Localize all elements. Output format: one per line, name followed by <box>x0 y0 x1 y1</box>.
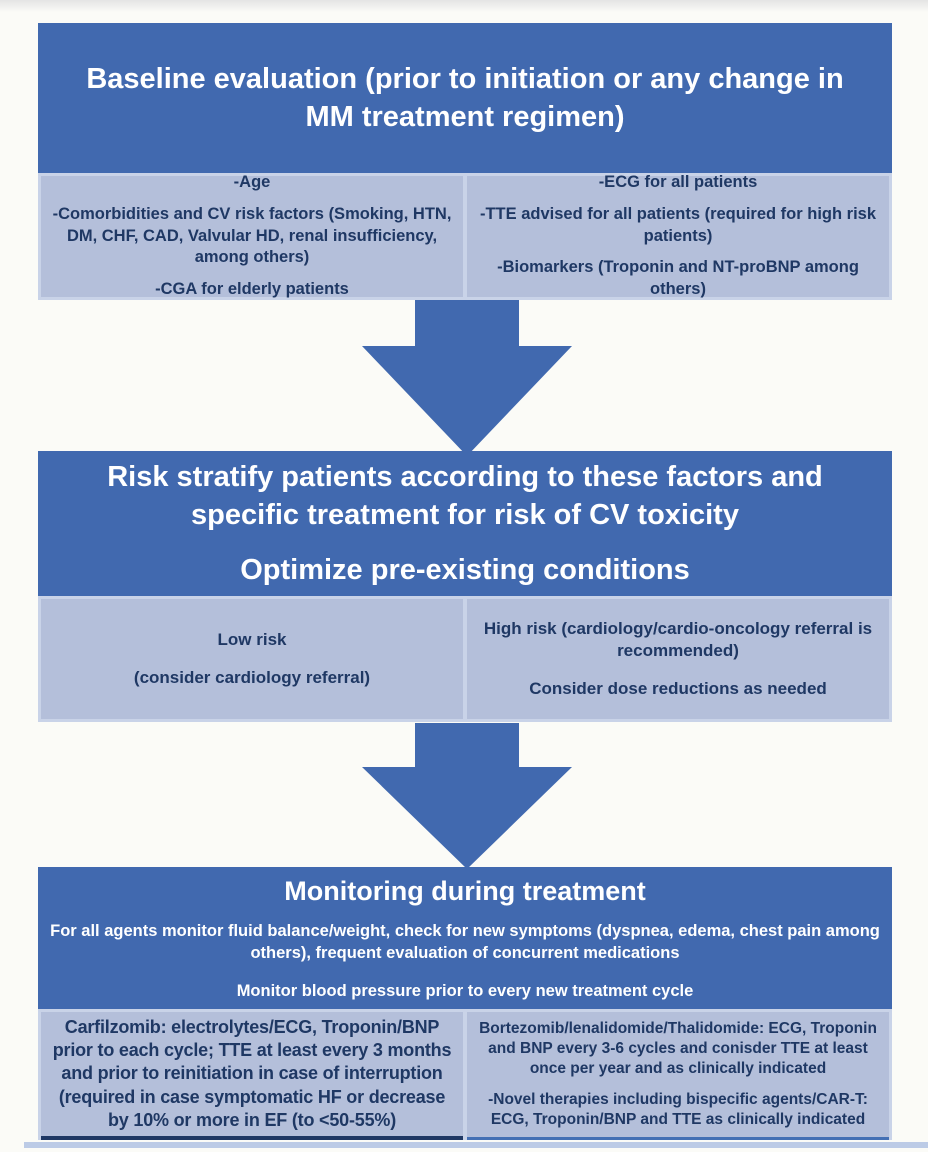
text-item: -Novel therapies including bispecific agents/CAR-T: ECG, Troponin/BNP and TTE as clinically indicated <box>488 1090 868 1128</box>
baseline-left-column <box>41 173 463 299</box>
text-item: -TTE advised for all patients (required for high risk patients) <box>479 204 877 245</box>
down-arrow-icon <box>362 723 572 869</box>
page-top-shadow <box>0 0 928 12</box>
baseline-right-column <box>467 173 889 299</box>
risk-title-line2: Optimize pre-existing conditions <box>240 553 690 586</box>
bottom-strip <box>24 1142 928 1148</box>
risk-left-column <box>41 599 463 719</box>
risk-right-column <box>467 599 889 719</box>
monitoring-subtext-2: Monitor blood pressure prior to every new treatment cycle <box>236 981 694 1000</box>
risk-header <box>38 451 892 596</box>
baseline-columns <box>38 173 892 300</box>
monitoring-right-column <box>467 1012 889 1140</box>
risk-columns <box>38 596 892 722</box>
monitoring-title: Monitoring during treatment <box>284 875 646 906</box>
baseline-title: Baseline evaluation (prior to initiation or any change in MM treatment regimen) <box>86 62 844 133</box>
monitoring-left-column <box>41 1012 463 1140</box>
text-item: -Comorbidities and CV risk factors (Smoking, HTN, DM, CHF, CAD, Valvular HD, renal insufficiency, among others) <box>52 204 452 267</box>
text-item: -Biomarkers (Troponin and NT-proBNP among others) <box>497 258 859 299</box>
monitoring-header <box>38 867 892 1009</box>
monitoring-columns <box>38 1009 892 1140</box>
text-item: -ECG for all patients <box>598 173 758 192</box>
text-item: Bortezomib/lenalidomide/Thalidomide: ECG, Troponin and BNP every 3-6 cycles and conisder TTE at least once per year and as clinically indicated <box>479 1020 877 1078</box>
down-arrow-icon <box>362 300 572 456</box>
baseline-header <box>38 23 892 173</box>
risk-title-line1: Risk stratify patients according to these factors and specific treatment for risk of CV toxicity <box>107 461 823 532</box>
monitoring-subtext-1: For all agents monitor fluid balance/weight, check for new symptoms (dyspnea, edema, chest pain among others), frequent evaluation of concurrent medications <box>50 921 880 962</box>
text-item: Carfilzomib: electrolytes/ECG, Troponin/BNP prior to each cycle; TTE at least every 3 months and prior to reinitiation in case of interruption (required in case symptomatic HF or decrease by 10% or more in EF (to <50-55%) <box>52 1016 452 1131</box>
text-item: (consider cardiology referral) <box>133 668 371 687</box>
text-item: -Age <box>233 173 271 192</box>
text-item: -CGA for elderly patients <box>155 280 349 299</box>
text-item: High risk (cardiology/cardio-oncology referral is recommended) <box>483 618 873 660</box>
text-item: Low risk <box>217 629 287 649</box>
text-item: Consider dose reductions as needed <box>529 679 827 699</box>
